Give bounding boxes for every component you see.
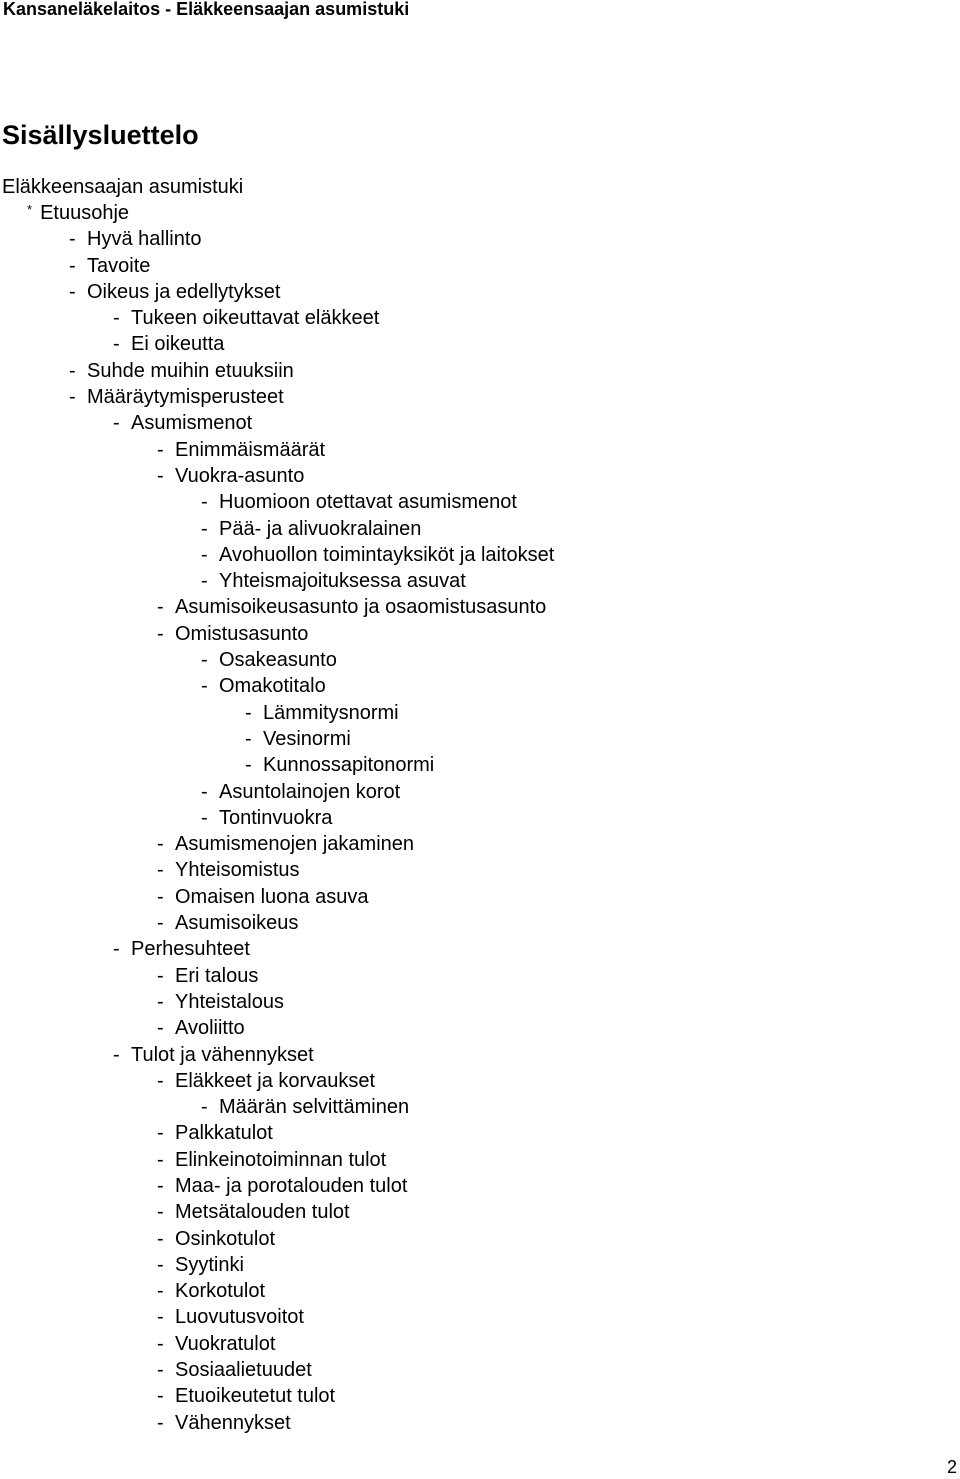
- toc-dash-marker: -: [69, 228, 76, 251]
- toc-dash-marker: -: [201, 675, 208, 698]
- toc-item[interactable]: [0, 226, 960, 252]
- toc-dash-marker: -: [157, 1069, 164, 1092]
- toc-item-label: Metsätalouden tulot: [175, 1201, 350, 1224]
- toc-dash-marker: -: [245, 754, 252, 777]
- toc-dash-marker: -: [157, 596, 164, 619]
- toc-dash-marker: -: [157, 1332, 164, 1355]
- toc-item-label: Maa- ja porotalouden tulot: [175, 1174, 408, 1197]
- toc-item-label: Pää- ja alivuokralainen: [219, 517, 422, 540]
- toc-dash-marker: -: [69, 280, 76, 303]
- toc-item[interactable]: [0, 410, 960, 436]
- toc-dash-marker: -: [157, 1227, 164, 1250]
- toc-item[interactable]: [0, 910, 960, 936]
- toc-item-label: Omaisen luona asuva: [175, 885, 369, 908]
- page-title: Sisällysluettelo: [2, 120, 199, 150]
- toc-item[interactable]: [0, 989, 960, 1015]
- toc-item-label: Osakeasunto: [219, 649, 337, 672]
- toc-item-label: Elinkeinotoiminnan tulot: [175, 1148, 387, 1171]
- toc-dash-marker: -: [157, 622, 164, 645]
- toc-dash-marker: -: [201, 780, 208, 803]
- toc-dash-marker: -: [157, 1385, 164, 1408]
- toc-dash-marker: -: [157, 1253, 164, 1276]
- toc-item[interactable]: [0, 1252, 960, 1278]
- toc-dash-marker: -: [201, 649, 208, 672]
- toc-dash-marker: -: [157, 885, 164, 908]
- toc-dash-marker: -: [157, 833, 164, 856]
- toc-item-label: Yhteismajoituksessa asuvat: [219, 570, 466, 593]
- toc-dash-marker: -: [113, 1043, 120, 1066]
- toc-item[interactable]: [0, 1304, 960, 1330]
- toc-item[interactable]: [0, 331, 960, 357]
- toc-item-label: Omistusasunto: [175, 622, 309, 645]
- toc-item[interactable]: [0, 1042, 960, 1068]
- toc-item-label: Avoliitto: [175, 1017, 245, 1040]
- toc-item-label: Vuokra-asunto: [175, 464, 305, 487]
- toc-item[interactable]: [0, 200, 960, 226]
- toc-item-label: Asumismenojen jakaminen: [175, 833, 415, 856]
- toc-item[interactable]: [0, 516, 960, 542]
- toc-item[interactable]: [0, 673, 960, 699]
- toc-item-label: Osinkotulot: [175, 1227, 276, 1250]
- toc-item[interactable]: [0, 831, 960, 857]
- toc-item[interactable]: [0, 700, 960, 726]
- toc-item-label: Perhesuhteet: [131, 938, 250, 961]
- toc-dash-marker: -: [157, 1411, 164, 1434]
- toc-item[interactable]: [0, 1199, 960, 1225]
- toc-item[interactable]: [0, 779, 960, 805]
- toc-dash-marker: -: [201, 1096, 208, 1119]
- toc-item[interactable]: [0, 647, 960, 673]
- toc-item-label: Lämmitysnormi: [263, 701, 399, 724]
- toc-item-label: Hyvä hallinto: [87, 228, 202, 251]
- toc-item-label: Palkkatulot: [175, 1122, 273, 1145]
- toc-item[interactable]: [0, 1226, 960, 1252]
- toc-item[interactable]: [0, 1147, 960, 1173]
- toc-item[interactable]: [0, 621, 960, 647]
- toc-item[interactable]: [0, 1278, 960, 1304]
- toc-item[interactable]: [0, 489, 960, 515]
- toc-dash-marker: -: [113, 307, 120, 330]
- toc-dash-marker: -: [157, 964, 164, 987]
- toc-item-label: Määräytymisperusteet: [87, 386, 284, 409]
- toc-item-label: Omakotitalo: [219, 675, 326, 698]
- toc-bullet-marker: *: [27, 202, 33, 217]
- toc-item[interactable]: [0, 1094, 960, 1120]
- toc-item[interactable]: [0, 305, 960, 331]
- toc-item[interactable]: [0, 963, 960, 989]
- toc-dash-marker: -: [201, 543, 208, 566]
- toc-item-label: Tukeen oikeuttavat eläkkeet: [131, 307, 380, 330]
- toc-dash-marker: -: [157, 1148, 164, 1171]
- toc-item-label: Oikeus ja edellytykset: [87, 280, 281, 303]
- toc-item-label: Luovutusvoitot: [175, 1306, 304, 1329]
- toc-dash-marker: -: [157, 990, 164, 1013]
- toc-item[interactable]: [0, 752, 960, 778]
- toc-item-label: Tulot ja vähennykset: [131, 1043, 314, 1066]
- toc-item[interactable]: [0, 1383, 960, 1409]
- toc-item-label: Tontinvuokra: [219, 806, 333, 829]
- toc-item[interactable]: [0, 1410, 960, 1436]
- toc-item[interactable]: [0, 568, 960, 594]
- toc-dash-marker: -: [157, 1359, 164, 1382]
- toc-item[interactable]: [0, 1120, 960, 1146]
- toc-item-label: Asumismenot: [131, 412, 253, 435]
- toc-item[interactable]: [0, 358, 960, 384]
- toc-dash-marker: -: [69, 254, 76, 277]
- toc-item-label: Korkotulot: [175, 1280, 266, 1303]
- toc-item-label: Vähennykset: [175, 1411, 291, 1434]
- toc-item-label: Määrän selvittäminen: [219, 1096, 410, 1119]
- toc-item-label: Eri talous: [175, 964, 259, 987]
- toc-item[interactable]: [0, 542, 960, 568]
- toc-item-label: Huomioon otettavat asumismenot: [219, 491, 517, 514]
- toc-dash-marker: -: [113, 412, 120, 435]
- toc-dash-marker: -: [201, 491, 208, 514]
- toc-item[interactable]: [0, 279, 960, 305]
- toc-dash-marker: -: [157, 859, 164, 882]
- toc-item-label: Enimmäismäärät: [175, 438, 326, 461]
- toc-dash-marker: -: [157, 438, 164, 461]
- toc-item-label: Etuoikeutetut tulot: [175, 1385, 336, 1408]
- toc-item[interactable]: [0, 936, 960, 962]
- toc-item-label: Eläkkeet ja korvaukset: [175, 1069, 376, 1092]
- toc-dash-marker: -: [201, 806, 208, 829]
- toc-item-label: Asuntolainojen korot: [219, 780, 401, 803]
- toc-item[interactable]: [0, 1015, 960, 1041]
- toc-dash-marker: -: [69, 386, 76, 409]
- toc-item-label: Etuusohje: [40, 202, 130, 224]
- toc-item[interactable]: [0, 384, 960, 410]
- toc-item-label: Suhde muihin etuuksiin: [87, 359, 294, 382]
- toc-item-label: Asumisoikeus: [175, 912, 299, 935]
- toc-item[interactable]: [0, 463, 960, 489]
- toc-dash-marker: -: [157, 1017, 164, 1040]
- toc-item-label: Yhteisomistus: [175, 859, 300, 882]
- toc-dash-marker: -: [157, 464, 164, 487]
- toc-dash-marker: -: [113, 938, 120, 961]
- toc-item[interactable]: [0, 884, 960, 910]
- toc-root-entry[interactable]: Eläkkeensaajan asumistuki: [2, 176, 244, 198]
- toc-item-label: Syytinki: [175, 1253, 244, 1276]
- toc-item[interactable]: [0, 1357, 960, 1383]
- toc-item-label: Avohuollon toimintayksiköt ja laitokset: [219, 543, 555, 566]
- toc-item-label: Asumisoikeusasunto ja osaomistusasunto: [175, 596, 547, 619]
- page-number: 2: [946, 1457, 957, 1477]
- toc-dash-marker: -: [201, 570, 208, 593]
- toc-item[interactable]: [0, 857, 960, 883]
- toc-item-label: Yhteistalous: [175, 990, 284, 1013]
- toc-item-label: Vesinormi: [263, 727, 351, 750]
- toc-dash-marker: -: [157, 1201, 164, 1224]
- toc-item[interactable]: [0, 594, 960, 620]
- running-header: Kansaneläkelaitos - Eläkkeensaajan asumistuki: [3, 0, 410, 19]
- toc-item[interactable]: [0, 1331, 960, 1357]
- toc-item[interactable]: [0, 1068, 960, 1094]
- toc-item-label: Tavoite: [87, 254, 151, 277]
- toc-dash-marker: -: [157, 1122, 164, 1145]
- toc-dash-marker: -: [157, 1306, 164, 1329]
- toc-dash-marker: -: [245, 701, 252, 724]
- toc-dash-marker: -: [157, 1280, 164, 1303]
- toc-item[interactable]: [0, 1173, 960, 1199]
- toc-item-label: Sosiaalietuudet: [175, 1359, 312, 1382]
- toc-dash-marker: -: [157, 912, 164, 935]
- toc-dash-marker: -: [201, 517, 208, 540]
- toc-item[interactable]: [0, 726, 960, 752]
- toc-item-label: Vuokratulot: [175, 1332, 276, 1355]
- toc-dash-marker: -: [113, 333, 120, 356]
- toc-dash-marker: -: [157, 1174, 164, 1197]
- toc-item[interactable]: [0, 805, 960, 831]
- toc-item-label: Ei oikeutta: [131, 333, 225, 356]
- table-of-contents: [0, 200, 960, 1436]
- toc-item-label: Kunnossapitonormi: [263, 754, 435, 777]
- toc-dash-marker: -: [245, 727, 252, 750]
- toc-dash-marker: -: [69, 359, 76, 382]
- toc-item[interactable]: [0, 437, 960, 463]
- toc-item[interactable]: [0, 253, 960, 279]
